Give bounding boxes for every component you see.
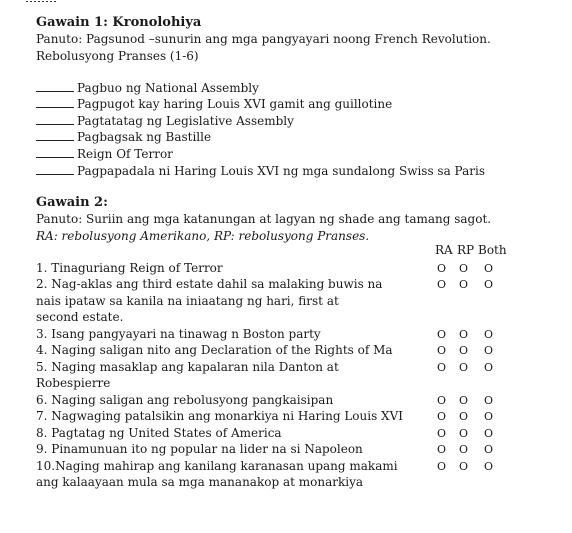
top-edge-marks xyxy=(26,0,86,4)
question-line: 6. Naging saligan ang rebolusyong pangkaisipan xyxy=(36,393,334,407)
option-ra[interactable]: O xyxy=(437,344,447,357)
order-item-text: Pagbagsak ng Bastille xyxy=(77,130,212,144)
question-line: 8. Pagtatag ng United States of America xyxy=(36,426,282,440)
order-item-text: Reign Of Terror xyxy=(77,147,173,161)
order-item xyxy=(36,80,259,96)
question-line: 3. Isang pangyayari na tinawag n Boston party xyxy=(36,327,321,341)
answer-blank[interactable] xyxy=(36,80,74,92)
question-line: 7. Nagwaging patalsikin ang monarkiya ni Haring Louis XVI xyxy=(36,409,404,423)
option-rp[interactable]: O xyxy=(459,443,469,456)
order-item xyxy=(36,163,485,179)
gawain2-legend: RA: rebolusyong Amerikano, RP: rebolusyong Pranses. xyxy=(36,229,370,243)
option-both[interactable]: O xyxy=(484,328,494,341)
column-header-both: Both xyxy=(478,243,507,257)
question-line: nais ipataw sa kanila na iniaatang ng hari, first at xyxy=(36,294,339,308)
question-line: 1. Tinaguriang Reign of Terror xyxy=(36,261,223,275)
order-item-text: Pagtatatag ng Legislative Assembly xyxy=(77,114,294,128)
option-ra[interactable]: O xyxy=(437,427,447,440)
option-rp[interactable]: O xyxy=(459,460,469,473)
question-line: second estate. xyxy=(36,310,124,324)
option-both[interactable]: O xyxy=(484,344,494,357)
option-ra[interactable]: O xyxy=(437,410,447,423)
question-line: ang kalaayaan mula sa mga mananakop at monarkiya xyxy=(36,475,363,489)
option-ra[interactable]: O xyxy=(437,443,447,456)
answer-blank[interactable] xyxy=(36,113,74,125)
gawain1-panuto: Panuto: Pagsunod –sunurin ang mga pangyayari noong French Revolution. xyxy=(36,32,491,46)
option-both[interactable]: O xyxy=(484,410,494,423)
answer-blank[interactable] xyxy=(36,146,74,158)
gawain2-panuto: Panuto: Suriin ang mga katanungan at lagyan ng shade ang tamang sagot. xyxy=(36,212,492,226)
option-both[interactable]: O xyxy=(484,443,494,456)
option-ra[interactable]: O xyxy=(437,262,447,275)
option-ra[interactable]: O xyxy=(437,328,447,341)
column-header-ra: RA xyxy=(435,243,453,257)
option-both[interactable]: O xyxy=(484,278,494,291)
option-ra[interactable]: O xyxy=(437,278,447,291)
option-ra[interactable]: O xyxy=(437,394,447,407)
order-item xyxy=(36,146,173,162)
option-both[interactable]: O xyxy=(484,427,494,440)
option-rp[interactable]: O xyxy=(459,427,469,440)
option-both[interactable]: O xyxy=(484,262,494,275)
question-line: 10.Naging mahirap ang kanilang karanasan upang makami xyxy=(36,459,398,473)
question-line: 2. Nag-aklas ang third estate dahil sa malaking buwis na xyxy=(36,277,383,291)
option-ra[interactable]: O xyxy=(437,361,447,374)
order-item-text: Pagbuo ng National Assembly xyxy=(77,81,259,95)
gawain2-title: Gawain 2: xyxy=(36,195,108,210)
question-line: 4. Naging saligan nito ang Declaration of the Rights of Ma xyxy=(36,343,393,357)
question-line: 9. Pinamunuan ito ng popular na lider na si Napoleon xyxy=(36,442,363,456)
answer-blank[interactable] xyxy=(36,129,74,141)
order-item-text: Pagpugot kay haring Louis XVI gamit ang guillotine xyxy=(77,97,393,111)
option-both[interactable]: O xyxy=(484,361,494,374)
gawain1-title: Gawain 1: Kronolohiya xyxy=(36,15,202,30)
option-rp[interactable]: O xyxy=(459,328,469,341)
option-both[interactable]: O xyxy=(484,460,494,473)
option-ra[interactable]: O xyxy=(437,460,447,473)
question-line: Robespierre xyxy=(36,376,111,390)
gawain1-subtitle: Rebolusyong Pranses (1-6) xyxy=(36,49,199,63)
answer-blank[interactable] xyxy=(36,163,74,175)
option-rp[interactable]: O xyxy=(459,344,469,357)
option-both[interactable]: O xyxy=(484,394,494,407)
option-rp[interactable]: O xyxy=(459,394,469,407)
option-rp[interactable]: O xyxy=(459,361,469,374)
order-item xyxy=(36,96,392,112)
column-header-rp: RP xyxy=(457,243,475,257)
option-rp[interactable]: O xyxy=(459,278,469,291)
question-line: 5. Naging masaklap ang kapalaran nila Danton at xyxy=(36,360,339,374)
answer-blank[interactable] xyxy=(36,96,74,108)
option-rp[interactable]: O xyxy=(459,262,469,275)
order-item xyxy=(36,129,211,145)
order-item xyxy=(36,113,294,129)
order-item-text: Pagpapadala ni Haring Louis XVI ng mga sundalong Swiss sa Paris xyxy=(77,164,485,178)
option-rp[interactable]: O xyxy=(459,410,469,423)
